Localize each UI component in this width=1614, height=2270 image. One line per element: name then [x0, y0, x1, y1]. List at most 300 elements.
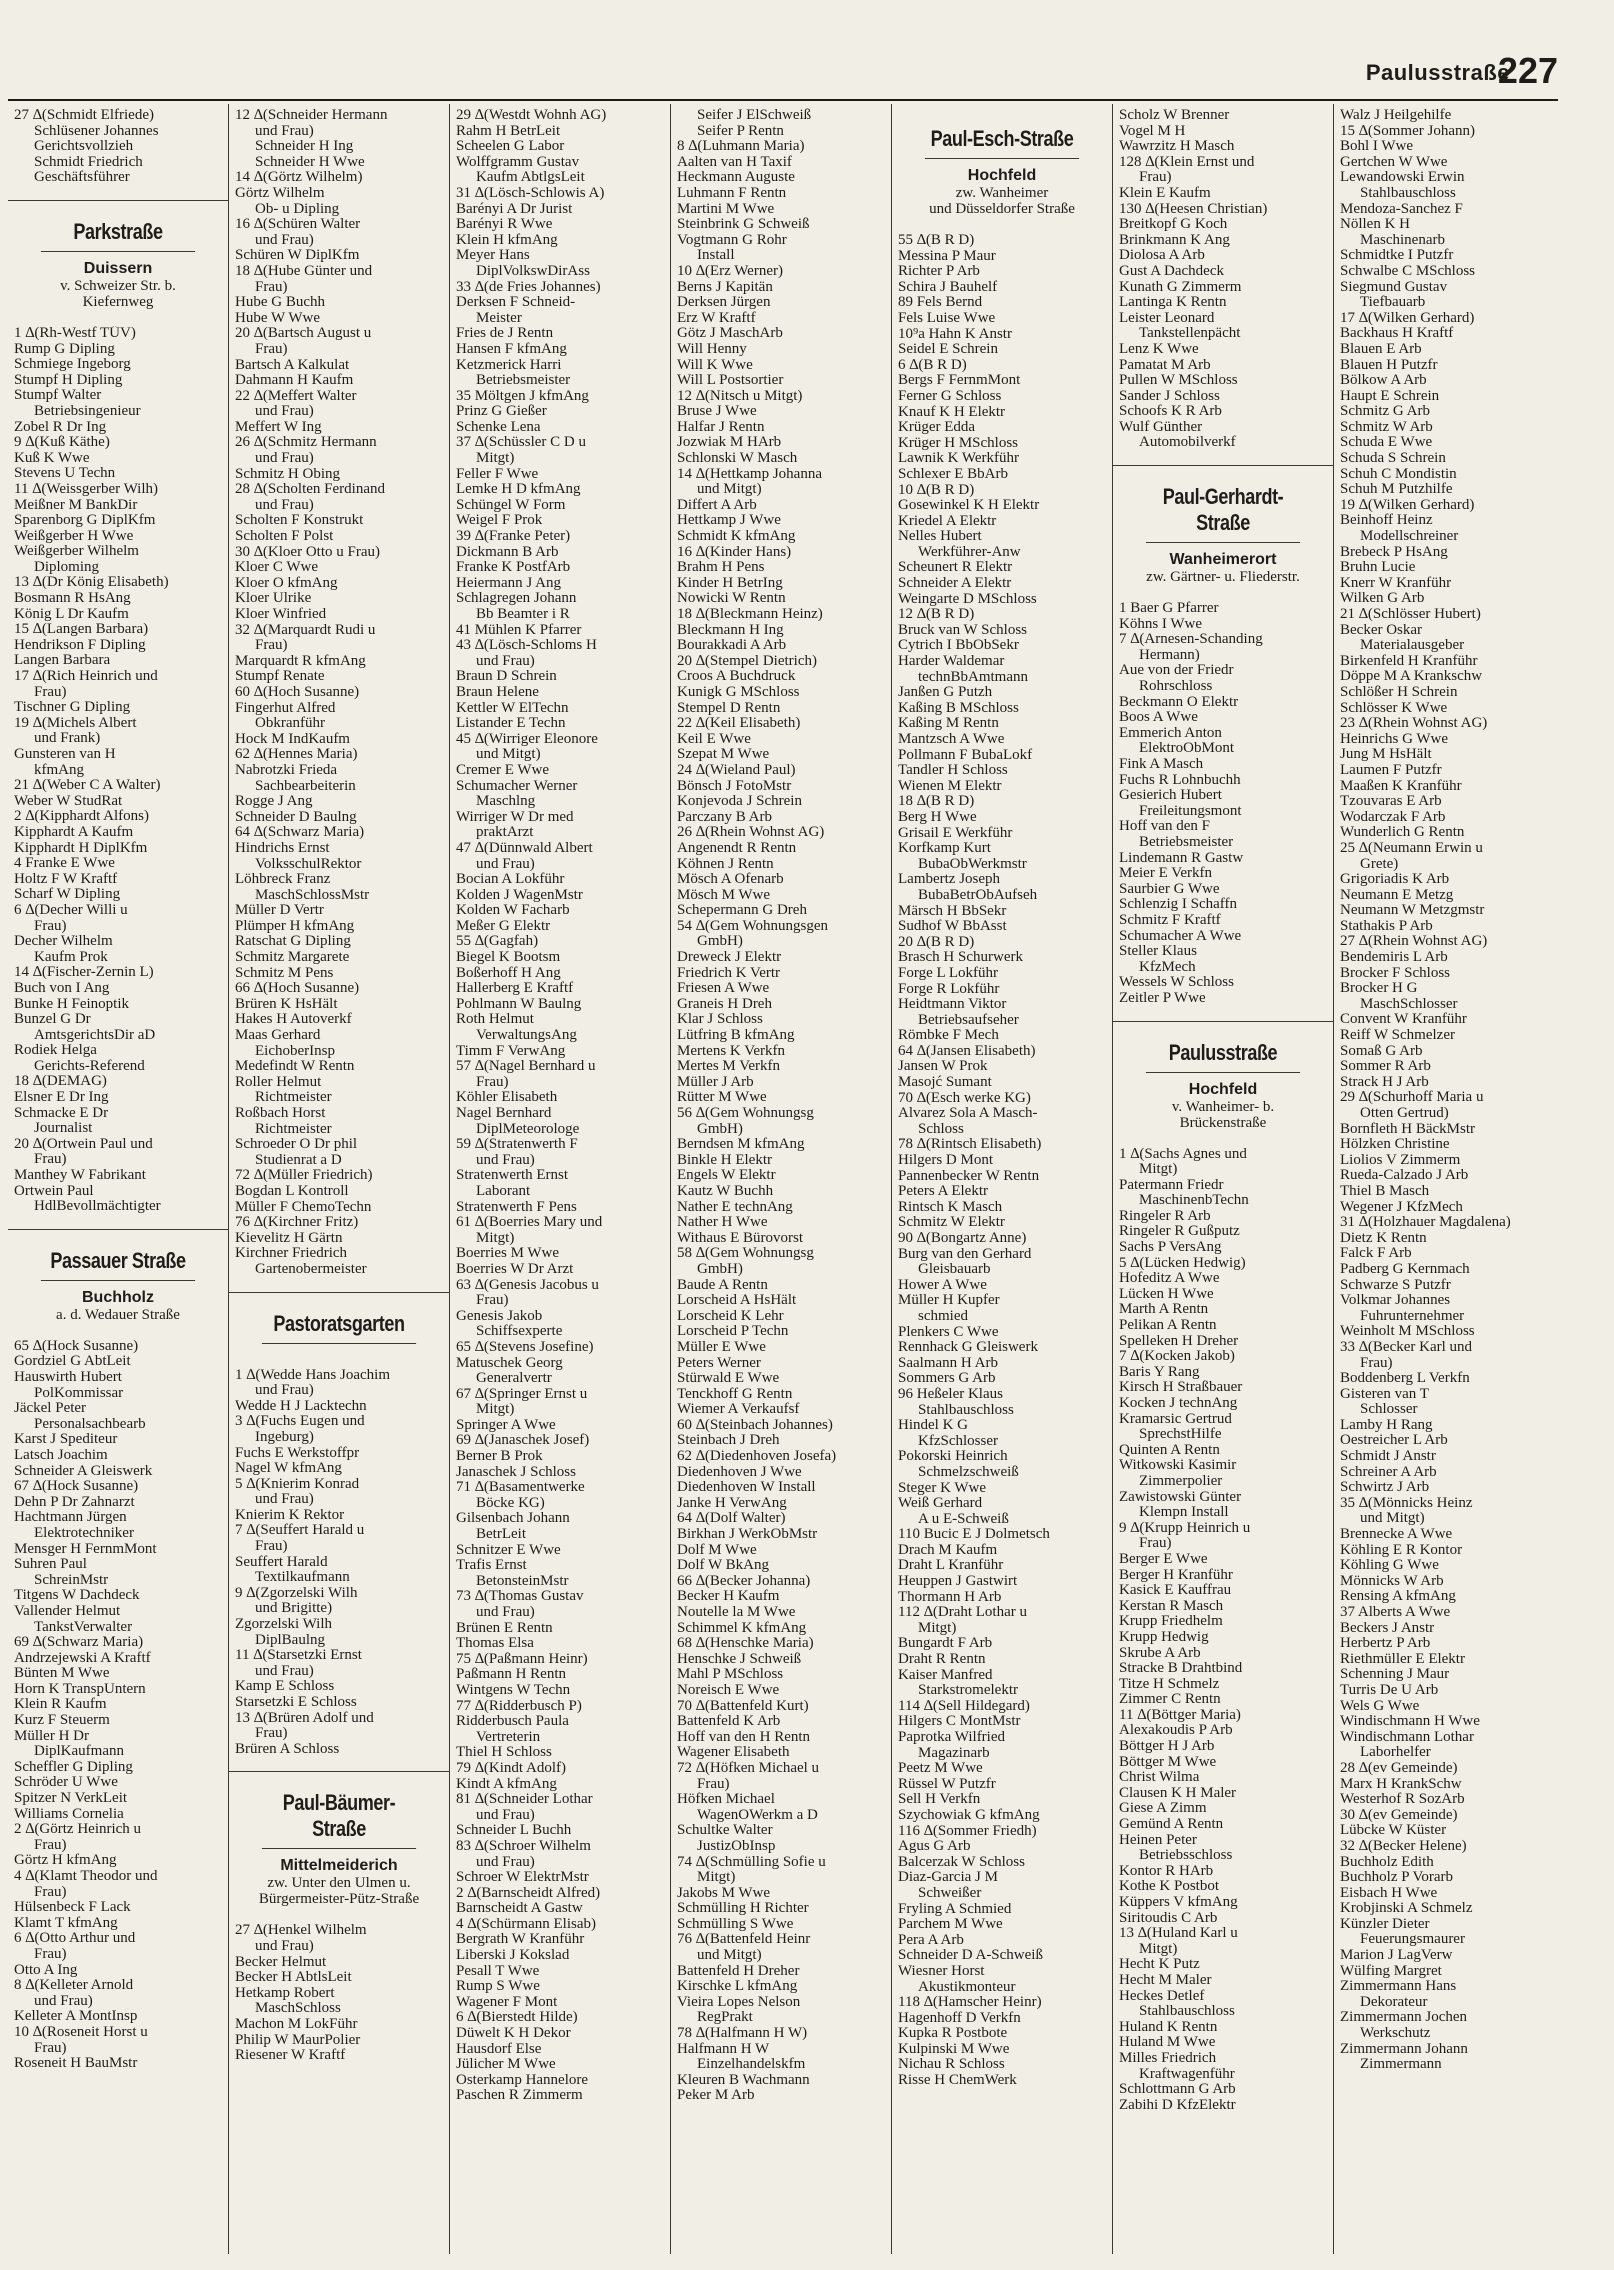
entry-line: VerwaltungsAng [476, 1028, 577, 1044]
district-name: Buchholz [82, 1288, 154, 1306]
entry-line: Zobel R Dr Ing [14, 419, 107, 435]
entry-line: 23 ∆(Rhein Wohnst AG) [1340, 716, 1488, 732]
entry-line: Pullen W MSchloss [1119, 373, 1238, 389]
entry-line: Kerstan R Masch [1119, 1598, 1224, 1614]
entry-line: Hagenhoff D Verkfn [898, 2010, 1021, 2026]
entry-line: Weinholt M MSchloss [1340, 1324, 1475, 1340]
entry-line: Will L Postsortier [677, 373, 784, 389]
entry-line: Bleckmann H Ing [677, 622, 784, 638]
entry-line: 7 ∆(Seuffert Harald u [235, 1523, 365, 1539]
entry-line: und Brigitte) [255, 1601, 333, 1617]
entry-line: Knerr W Kranführ [1340, 575, 1452, 591]
entry-line: Vogtmann G Rohr [677, 232, 787, 248]
entry-line: Betriebsingenieur [34, 403, 141, 419]
entry-line: Hube W Wwe [235, 310, 320, 326]
entry-line: Gesierich Hubert [1119, 788, 1222, 804]
entry-line: Jakobs M Wwe [677, 1885, 771, 1901]
street-range: v. Wanheimer- b. [1171, 1098, 1275, 1115]
entry-line: Schneider L Buchh [456, 1823, 572, 1839]
entry-line: DiplBaulng [255, 1632, 325, 1648]
street-range: v. Schweizer Str. b. [60, 277, 176, 294]
entry-line: Timm F VerwAng [456, 1043, 566, 1059]
entry-line: 13 ∆(Huland Karl u [1119, 1926, 1238, 1942]
entry-line: Kaufm Prok [34, 949, 108, 965]
entry-line: Bruse J Wwe [677, 404, 757, 420]
entry-line: Weber W StudRat [14, 793, 123, 809]
entry-line: Hausdorf Else [456, 2041, 542, 2057]
entry-line: Lambertz Joseph [898, 872, 1001, 888]
entry-line: VolksschulRektor [255, 856, 362, 872]
entry-line: 10⁹a Hahn K Anstr [898, 326, 1012, 342]
entry-line: und Frau) [255, 232, 314, 248]
entry-line: 28 ∆(ev Gemeinde) [1340, 1760, 1458, 1776]
entry-line: Walz J Heilgehilfe [1340, 108, 1452, 123]
entry-line: Steller Klaus [1119, 944, 1197, 960]
entry-line: Frau) [34, 918, 67, 934]
entry-line: Roseneit H BauMstr [14, 2056, 138, 2072]
entry-line: Draht R Rentn [898, 1652, 986, 1668]
entry-line: 17 ∆(Wilken Gerhard) [1340, 310, 1475, 326]
entry-line: GmbH) [697, 934, 743, 950]
entry-line: Meffert W Ing [235, 419, 322, 435]
entry-line: Wessels W Schloss [1119, 975, 1234, 991]
entry-line: Halfmann H W [677, 2041, 770, 2057]
entry-line: Schneider H Ing [255, 139, 354, 155]
entry-line: Langen Barbara [14, 653, 111, 669]
entry-line: Frau) [34, 684, 67, 700]
entry-line: Pollmann F BubaLokf [898, 747, 1033, 763]
entry-line: Obkranführ [255, 716, 325, 732]
entry-line: 15 ∆(Langen Barbara) [14, 622, 149, 638]
entry-line: Heinen Peter [1119, 1832, 1197, 1848]
entry-line: Barnscheidt A Gastw [456, 1901, 583, 1917]
entry-line: Derksen F Schneid- [456, 295, 576, 311]
entry-line: 66 ∆(Becker Johanna) [677, 1573, 811, 1589]
entry-line: 11 ∆(Böttger Maria) [1119, 1707, 1241, 1723]
entry-line: Steinbach J Dreh [677, 1433, 780, 1449]
entry-line: 116 ∆(Sommer Friedh) [898, 1823, 1037, 1839]
entry-line: Diedenhoven W Install [677, 1480, 816, 1496]
directory-column-1 [8, 104, 229, 2254]
entry-line: Schlößer H Schrein [1340, 684, 1458, 700]
entry-line: Schlottmann G Arb [1119, 2082, 1236, 2098]
entry-line: Berner B Prok [456, 1449, 543, 1465]
entry-line: Westerhof R SozArb [1340, 1792, 1465, 1808]
entry-line: Mertens K Verkfn [677, 1043, 786, 1059]
entry-line: Giese A Zimm [1119, 1801, 1207, 1817]
entry-line: Otten Gertrud) [1360, 1106, 1449, 1121]
entry-line: Laborant [476, 1183, 531, 1199]
entry-line: Agus G Arb [898, 1839, 971, 1855]
entry-line: 18 ∆(B R D) [898, 794, 975, 810]
entry-line: Schnitzer E Wwe [456, 1542, 561, 1558]
entry-line: und Frau) [255, 497, 314, 513]
entry-line: 26 ∆(Schmitz Hermann [235, 435, 377, 451]
entry-line: Bogdan L Kontroll [235, 1183, 349, 1199]
entry-line: Maschlng [476, 794, 536, 810]
entry-line: PolKommissar [34, 1385, 124, 1401]
entry-line: 57 ∆(Nagel Bernhard u [456, 1059, 596, 1075]
entry-line: Richtmeister [255, 1090, 332, 1106]
entry-line: kfmAng [34, 762, 84, 778]
entry-line: 78 ∆(Halfmann H W) [677, 2026, 808, 2042]
entry-line: 1 Baer G Pfarrer [1119, 601, 1219, 617]
entry-line: Jung M HsHält [1340, 747, 1432, 763]
entry-line: Starsetzki E Schloss [235, 1695, 357, 1710]
entry-line: Schuda S Schrein [1340, 451, 1446, 467]
entry-line: Akustikmonteur [918, 1979, 1016, 1995]
entry-line: Backhaus H Kraftf [1340, 326, 1454, 342]
entry-line: Witkowski Kasimir [1119, 1458, 1237, 1474]
street-range: und Düsseldorfer Straße [929, 201, 1075, 217]
entry-line: Wiesner Horst [898, 1963, 985, 1979]
entry-line: 41 Mühlen K Pfarrer [456, 622, 582, 638]
entry-line: Brahm H Pens [677, 560, 765, 576]
section-spacer [1119, 1131, 1327, 1143]
entry-line: 39 ∆(Franke Peter) [456, 529, 571, 545]
entry-line: Kloer O kfmAng [235, 575, 338, 591]
entry-line: Böttger M Wwe [1119, 1754, 1217, 1770]
entry-line: 16 ∆(Schüren Walter [235, 217, 361, 233]
entry-line: Janßen G Putzh [898, 685, 993, 701]
entry-line: Wirriger W Dr med [456, 809, 574, 825]
entry-line: Siritoudis C Arb [1119, 1910, 1218, 1926]
entry-line: Knauf K H Elektr [898, 404, 1006, 420]
entry-line: Falck F Arb [1340, 1246, 1412, 1262]
entry-line: Ingeburg) [255, 1429, 314, 1445]
entry-line: Elsner E Dr Ing [14, 1090, 109, 1106]
entry-line: 112 ∆(Draht Lothar u [898, 1605, 1028, 1621]
entry-line: Wagener F Mont [456, 1994, 558, 2010]
entry-line: Rogge J Ang [235, 794, 313, 810]
entry-line: Heuppen J Gastwirt [898, 1574, 1018, 1590]
entry-line: Barényi R Wwe [456, 217, 553, 233]
street-title: Pastoratsgarten [262, 1307, 416, 1344]
entry-line: Berns J Kapitän [677, 279, 773, 295]
entry-line: 24 ∆(Wieland Paul) [677, 762, 796, 778]
entry-line: Schmitz H Obing [235, 466, 340, 482]
entry-line: DiplMeteorologe [476, 1121, 580, 1137]
entry-line: Henschke J Schweiß [677, 1651, 802, 1667]
entry-line: Burg van den Gerhard [898, 1246, 1032, 1262]
entry-line: Will Henny [677, 341, 747, 357]
directory-column-2 [229, 104, 450, 2254]
entry-line: Seifer J ElSchweiß [697, 108, 812, 123]
entry-line: Hachtmann Jürgen [14, 1510, 127, 1526]
entry-line: 89 Fels Bernd [898, 295, 983, 311]
entry-line: 56 ∆(Gem Wohnungsg [677, 1106, 814, 1121]
entry-line: DiplVolkswDirAss [476, 263, 590, 279]
entry-line: 130 ∆(Heesen Christian) [1119, 201, 1268, 217]
entry-line: Brasch H Schurwerk [898, 950, 1023, 966]
entry-line: 54 ∆(Gem Wohnungsgen [677, 918, 829, 934]
entry-line: Meßer G Elektr [456, 918, 551, 934]
entry-line: Frau) [255, 1726, 288, 1742]
entry-line: 32 ∆(Becker Helene) [1340, 1838, 1467, 1854]
entry-line: Grigoriadis K Arb [1340, 872, 1450, 888]
entry-line: Franke K PostfArb [456, 560, 571, 576]
entry-line: Hendrikson F Dipling [14, 637, 146, 653]
entry-line: Dekorateur [1360, 1994, 1428, 2010]
entry-line: Kinder H BetrIng [677, 575, 783, 591]
entry-line: 37 Alberts A Wwe [1340, 1605, 1451, 1620]
directory-columns [8, 104, 1558, 2254]
entry-line: Jozwiak M HArb [677, 435, 782, 451]
entry-line: Schira J Bauhelf [898, 279, 998, 295]
entry-line: 29 ∆(Schurhoff Maria u [1340, 1090, 1484, 1106]
entry-line: 20 ∆(Bartsch August u [235, 326, 372, 342]
entry-line: KfzMech [1139, 959, 1196, 975]
entry-line: Görtz Wilhelm [235, 185, 325, 201]
entry-line: Kuß K Wwe [14, 450, 90, 466]
entry-line: Weißgerber Wilhelm [14, 544, 139, 560]
entry-line: Nather E technAng [677, 1199, 793, 1215]
entry-line: Matuschek Georg [456, 1355, 563, 1371]
entry-line: 58 ∆(Gem Wohnungsg [677, 1246, 814, 1262]
entry-line: 12 ∆(Nitsch u Mitgt) [677, 388, 803, 404]
entry-line: Cytrich I BbObSekr [898, 638, 1019, 654]
entry-line: 47 ∆(Dünnwald Albert [456, 840, 593, 856]
entry-line: Kulpinski M Wwe [898, 2041, 1010, 2057]
entry-line: Gartenobermeister [255, 1261, 367, 1277]
entry-line: Peters A Elektr [898, 1184, 988, 1200]
entry-line: Heckmann Auguste [677, 170, 795, 186]
entry-line: 27 ∆(Schmidt Elfriede) [14, 108, 154, 123]
entry-line: Schröder U Wwe [14, 1775, 118, 1791]
entry-line: Becker Helmut [235, 1954, 327, 1970]
entry-line: 5 ∆(Knierim Konrad [235, 1476, 360, 1492]
street-range: zw. Wanheimer [955, 185, 1049, 201]
street-section [235, 1292, 443, 1364]
entry-line: Nelles Hubert [898, 529, 982, 545]
entry-line: Scheffler G Dipling [14, 1759, 133, 1775]
entry-line: Decher Wilhelm [14, 934, 113, 950]
entry-line: Hoff van den F [1119, 819, 1210, 835]
entry-line: GmbH) [697, 1121, 743, 1137]
entry-line: Grete) [1360, 856, 1399, 872]
entry-line: Cremer E Wwe [456, 762, 550, 778]
entry-line: 21 ∆(Weber C A Walter) [14, 778, 161, 794]
entry-line: 22 ∆(Meffert Walter [235, 388, 357, 404]
entry-line: Schlagregen Johann [456, 591, 577, 607]
entry-line: Gordziel G AbtLeit [14, 1354, 131, 1370]
entry-line: Thormann H Arb [898, 1589, 1002, 1605]
entry-line: Neumann W Metzgmstr [1340, 903, 1485, 919]
entry-line: Drach M Kaufm [898, 1542, 998, 1558]
entry-line: Bartsch A Kalkulat [235, 357, 350, 373]
entry-line: MaschSchloss [255, 2001, 341, 2017]
entry-line: Reiff W Schmelzer [1340, 1028, 1455, 1044]
entry-line: 32 ∆(Marquardt Rudi u [235, 622, 376, 638]
entry-line: 20 ∆(B R D) [898, 934, 975, 950]
entry-line: Höfken Michael [677, 1792, 775, 1808]
entry-line: 6 ∆(Bierstedt Hilde) [456, 2010, 578, 2026]
entry-line: Ratschat G Dipling [235, 934, 351, 950]
entry-line: Noreisch E Wwe [677, 1682, 780, 1698]
entry-line: Kocken J technAng [1119, 1396, 1238, 1411]
entry-line: Jülicher M Wwe [456, 2057, 556, 2073]
entry-line: Boerries W Dr Arzt [456, 1261, 574, 1277]
entry-line: Köhns I Wwe [1119, 616, 1203, 632]
entry-line: Kamp E Schloss [235, 1679, 335, 1695]
entry-line: Kunigk G MSchloss [677, 684, 800, 700]
entry-line: Thiel H Schloss [456, 1745, 552, 1761]
entry-line: Roller Helmut [235, 1074, 322, 1090]
entry-line: Betriebsaufseher [918, 1012, 1019, 1028]
entry-line: Werkschutz [1360, 2026, 1431, 2042]
entry-line: Maschinenarb [1360, 232, 1445, 248]
entry-line: Schneider D Baulng [235, 809, 357, 825]
entry-line: praktArzt [476, 825, 534, 841]
entry-line: Lenz K Wwe [1119, 341, 1199, 357]
street-range: zw. Unter den Ulmen u. [267, 1875, 411, 1892]
entry-line: 64 ∆(Dolf Walter) [677, 1511, 786, 1527]
entry-line: Modellschreiner [1360, 529, 1459, 545]
entry-line: Friesen A Wwe [677, 981, 770, 997]
section-spacer [1119, 585, 1327, 597]
entry-line: 62 ∆(Hennes Maria) [235, 747, 358, 763]
entry-line: Weißgerber H Wwe [14, 528, 134, 544]
entry-line: Schmitz G Arb [1340, 404, 1430, 420]
entry-line: Gemünd A Rentn [1119, 1817, 1224, 1833]
entry-line: Buchholz Edith [1340, 1854, 1434, 1870]
entry-line: Geschäftsführer [34, 170, 130, 186]
entry-line: Zimmerpolier [1139, 1473, 1223, 1489]
entry-line: 61 ∆(Boerries Mary und [456, 1215, 603, 1231]
entry-line: Paschen R Zimmerm [456, 2088, 583, 2104]
entry-line: Stevens U Techn [14, 466, 116, 482]
entry-line: Richter P Arb [898, 264, 980, 280]
entry-line: Tzouvaras E Arb [1340, 794, 1442, 810]
entry-line: Wodarczak F Arb [1340, 809, 1446, 825]
entry-line: Diolosa A Arb [1119, 248, 1205, 264]
entry-line: Rütter M Wwe [677, 1090, 767, 1106]
entry-line: Lindemann R Gastw [1119, 850, 1244, 866]
entry-line: Köhling E R Kontor [1340, 1542, 1463, 1558]
section-spacer [14, 1323, 222, 1335]
entry-line: 29 ∆(Westdt Wohnh AG) [456, 108, 607, 123]
entry-line: Somaß G Arb [1340, 1043, 1423, 1059]
entry-line: Bruck van W Schloss [898, 622, 1028, 638]
entry-line: 76 ∆(Battenfeld Heinr [677, 1932, 811, 1948]
entry-line: Frau) [476, 1074, 509, 1090]
entry-line: Feller F Wwe [456, 466, 539, 482]
entry-line: Barényi A Dr Jurist [456, 201, 573, 217]
entry-line: Schwarze S Putzfr [1340, 1277, 1451, 1293]
entry-line: Schumacher A Wwe [1119, 928, 1242, 944]
entry-line: Schmidtke I Putzfr [1340, 248, 1454, 264]
entry-line: Zimmer C Rentn [1119, 1692, 1221, 1708]
entry-line: Titgens W Dachdeck [14, 1588, 140, 1604]
street-title: Paulusstraße [1146, 1036, 1300, 1073]
entry-line: Wülfing Margret [1340, 1963, 1442, 1979]
entry-line: Schüngel W Form [456, 497, 566, 513]
entry-line: Materialausgeber [1360, 638, 1465, 654]
entry-line: 60 ∆(Hoch Susanne) [235, 684, 360, 700]
entry-line: Biegel K Bootsm [456, 950, 561, 966]
entry-line: Hecht K Putz [1119, 1957, 1200, 1973]
entry-line: Mertes M Verkfn [677, 1059, 781, 1075]
section-spacer [235, 1352, 443, 1364]
entry-line: Gleisbauarb [918, 1262, 991, 1278]
entry-line: 59 ∆(Stratenwerth F [456, 1137, 578, 1153]
entry-line: Märsch H BbSekr [898, 903, 1007, 919]
entry-line: Richtmeister [255, 1121, 332, 1137]
entry-line: Müller F ChemoTechn [235, 1199, 372, 1215]
entry-line: Zgorzelski Wilh [235, 1617, 333, 1633]
entry-line: Braun Helene [456, 684, 539, 700]
entry-line: Kraftwagenführ [1139, 2066, 1235, 2082]
entry-line: 2 ∆(Görtz Heinrich u [14, 1822, 142, 1838]
entry-line: Döppe M A Krankschw [1340, 669, 1483, 685]
entry-line: 128 ∆(Klein Ernst und [1119, 154, 1255, 170]
district-name: Wanheimerort [1169, 551, 1277, 569]
entry-line: Angenendt R Rentn [677, 840, 797, 856]
entry-line: und Frau) [255, 1492, 314, 1508]
entry-line: Zimmermann Johann [1340, 2041, 1468, 2057]
entry-line: 69 ∆(Schwarz Maria) [14, 1635, 144, 1651]
entry-line: Rensing A kfmAng [1340, 1589, 1456, 1605]
entry-line: Dickmann B Arb [456, 544, 559, 560]
entry-line: Kettler W ElTechn [456, 700, 569, 716]
entry-line: Binkle H Elektr [677, 1152, 772, 1168]
entry-line: Brennecke A Wwe [1340, 1527, 1453, 1543]
entry-line: Sparenborg G DiplKfm [14, 513, 156, 529]
entry-line: Harder Waldemar [898, 654, 1005, 670]
entry-line: Hermann) [1139, 647, 1200, 663]
page-number: 227 [1497, 50, 1558, 91]
entry-line: Schlosser [1360, 1402, 1418, 1418]
entry-line: 2 ∆(Barnscheidt Alfred) [456, 1885, 601, 1901]
entry-line: 37 ∆(Schüssler C D u [456, 435, 587, 451]
entry-line: Bosmann R HsAng [14, 591, 131, 607]
entry-line: Meißner M BankDir [14, 497, 138, 513]
entry-line: Sachbearbeiterin [255, 778, 356, 794]
entry-line: 13 ∆(Brüren Adolf und [235, 1710, 374, 1726]
entry-line: Bunke H Feinoptik [14, 996, 129, 1012]
entry-line: 60 ∆(Steinbach Johannes) [677, 1417, 833, 1433]
entry-line: Pannenbecker W Rentn [898, 1168, 1040, 1184]
entry-line: Hetkamp Robert [235, 1985, 335, 2001]
entry-line: Schmitz W Elektr [898, 1215, 1005, 1231]
entry-line: Gust A Dachdeck [1119, 263, 1224, 279]
entry-line: Schmidt Friedrich [34, 154, 143, 170]
entry-line: Grisail E Werkführ [898, 825, 1013, 841]
entry-line: Mendoza-Sanchez F [1340, 201, 1463, 217]
entry-line: Birkhan J WerkObMstr [677, 1527, 818, 1543]
entry-line: Braun D Schrein [456, 669, 557, 685]
entry-line: Heidtmann Viktor [898, 997, 1007, 1013]
entry-line: Balcerzak W Schloss [898, 1854, 1025, 1870]
entry-line: Zimmermann Hans [1340, 1979, 1457, 1995]
entry-line: Schlexer E BbArb [898, 466, 1008, 482]
entry-line: Korfkamp Kurt [898, 841, 991, 857]
page-header [0, 0, 1614, 100]
section-divider [229, 1771, 449, 1772]
entry-line: Brüren A Schloss [235, 1741, 340, 1757]
entry-line: Berger H Kranführ [1119, 1567, 1233, 1583]
entry-line: Heckes Detlef [1119, 1988, 1205, 2004]
entry-line: Hülsenbeck F Lack [14, 1900, 131, 1916]
entry-line: Wilken G Arb [1340, 591, 1425, 607]
entry-line: Stracke B Drahtbind [1119, 1661, 1243, 1677]
entry-line: Lorscheid P Techn [677, 1324, 789, 1340]
entry-line: Siegmund Gustav [1340, 279, 1448, 295]
entry-line: Klein R Kaufm [14, 1697, 107, 1713]
entry-line: Zabihi D KfzElektr [1119, 2097, 1236, 2113]
entry-line: 3 ∆(Fuchs Eugen und [235, 1414, 365, 1430]
entry-line: 7 ∆(Arnesen-Schanding [1119, 632, 1263, 648]
